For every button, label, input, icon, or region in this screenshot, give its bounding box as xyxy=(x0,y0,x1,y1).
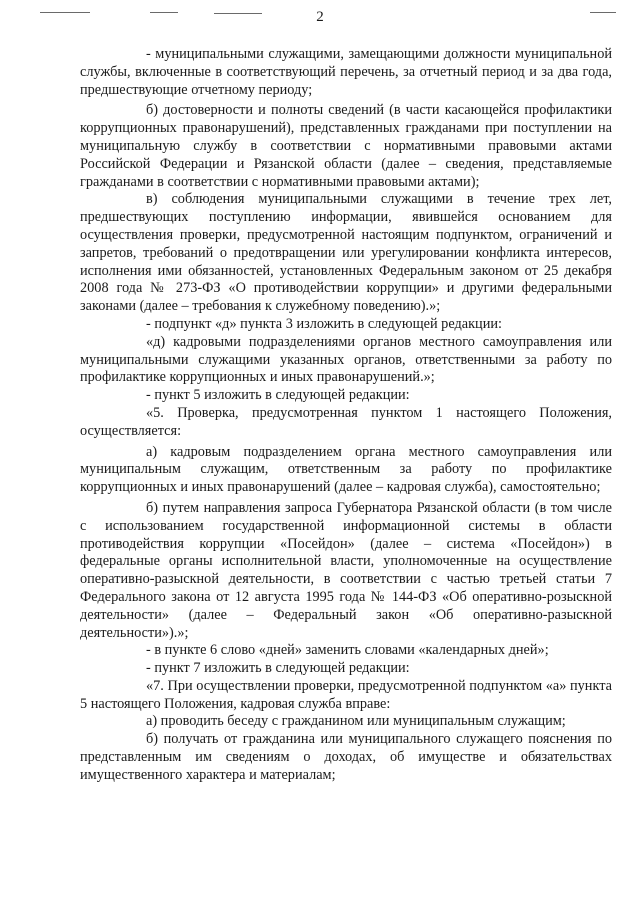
paragraph-item-7a-interview: а) проводить беседу с гражданином или муниципальным служащим; xyxy=(146,713,566,730)
paragraph-item-5b-governor-request: б) путем направления запроса Губернатора Рязанской области (в том числе с использованием государственной информационной системы в области противодействия коррупции «Посейдон» (далее – система «Посейдон») в федеральные органы исполнительной власти, уполномоченные на осуществление оперативно-разыскной деятельности, в соответствии с частью третьей статьи 7 Федерального закона от 12 августа 1995 года № 144-ФЗ «Об оперативно-розыскной деятельности» (далее – Федеральный закон «Об оперативно-разыскной деятельности»).»; xyxy=(80,499,612,641)
paragraph-municipal-employees-item: - муниципальными служащими, замещающими должности муниципальной службы, включенные в соответствующий перечень, за отчетный период и за два года, предшествующие отчетному периоду; xyxy=(80,46,612,98)
paragraph-item-7b-explanations: б) получать от гражданина или муниципального служащего пояснения по представленным им сведениям о доходах, об имуществе и обязательствах имущественного характера и материалам; xyxy=(80,731,612,783)
paragraph-item-7-rights: «7. При осуществлении проверки, предусмотренной подпунктом «а» пункта 5 настоящего Положения, кадровая служба вправе: xyxy=(80,677,612,712)
paragraph-amend-item-6: - в пункте 6 слово «дней» заменить словами «календарных дней»; xyxy=(146,642,549,659)
paragraph-subitem-b-reliability: б) достоверности и полноты сведений (в части касающейся профилактики коррупционных правонарушений), представленных гражданами при поступлении на муниципальную службу в соответствии с нормативными правовыми актами Российской Федерации и Рязанской области (далее – сведения, представляемые гражданами в соответствии с нормативными правовыми актами); xyxy=(80,102,612,190)
paragraph-amend-item-3d: - подпункт «д» пункта 3 изложить в следующей редакции: xyxy=(146,315,502,332)
paragraph-amend-item-7: - пункт 7 изложить в следующей редакции: xyxy=(146,660,410,677)
paragraph-subitem-v-compliance: в) соблюдения муниципальными служащими в течение трех лет, предшествующих поступлению информации, явившейся основанием для осуществления проверки, предусмотренной настоящим подпунктом, ограничений и запретов, требований о предотвращении или урегулировании конфликта интересов, исполнения ими обязанностей, установленных Федеральным законом от 25 декабря 2008 года № 273-ФЗ «О противодействии коррупции» и другими федеральными законами (далее – требования к служебному поведению).»; xyxy=(80,191,612,315)
paragraph-item-5-check: «5. Проверка, предусмотренная пунктом 1 настоящего Положения, осуществляется: xyxy=(80,404,612,439)
paragraph-item-5a-personnel-unit: а) кадровым подразделением органа местного самоуправления или муниципальным служащим, ответственным за работу по профилактике коррупционных и иных правонарушений (далее – кадровая служба), самостоятельно; xyxy=(80,443,612,496)
paragraph-amend-item-5: - пункт 5 изложить в следующей редакции: xyxy=(146,387,410,404)
page-number: 2 xyxy=(316,9,324,25)
paragraph-subitem-d-personnel: «д) кадровыми подразделениями органов местного самоуправления или муниципальными служащими указанных органов, ответственными за работу по профилактике коррупционных и иных правонарушений.»; xyxy=(80,333,612,386)
document-body xyxy=(80,46,612,785)
